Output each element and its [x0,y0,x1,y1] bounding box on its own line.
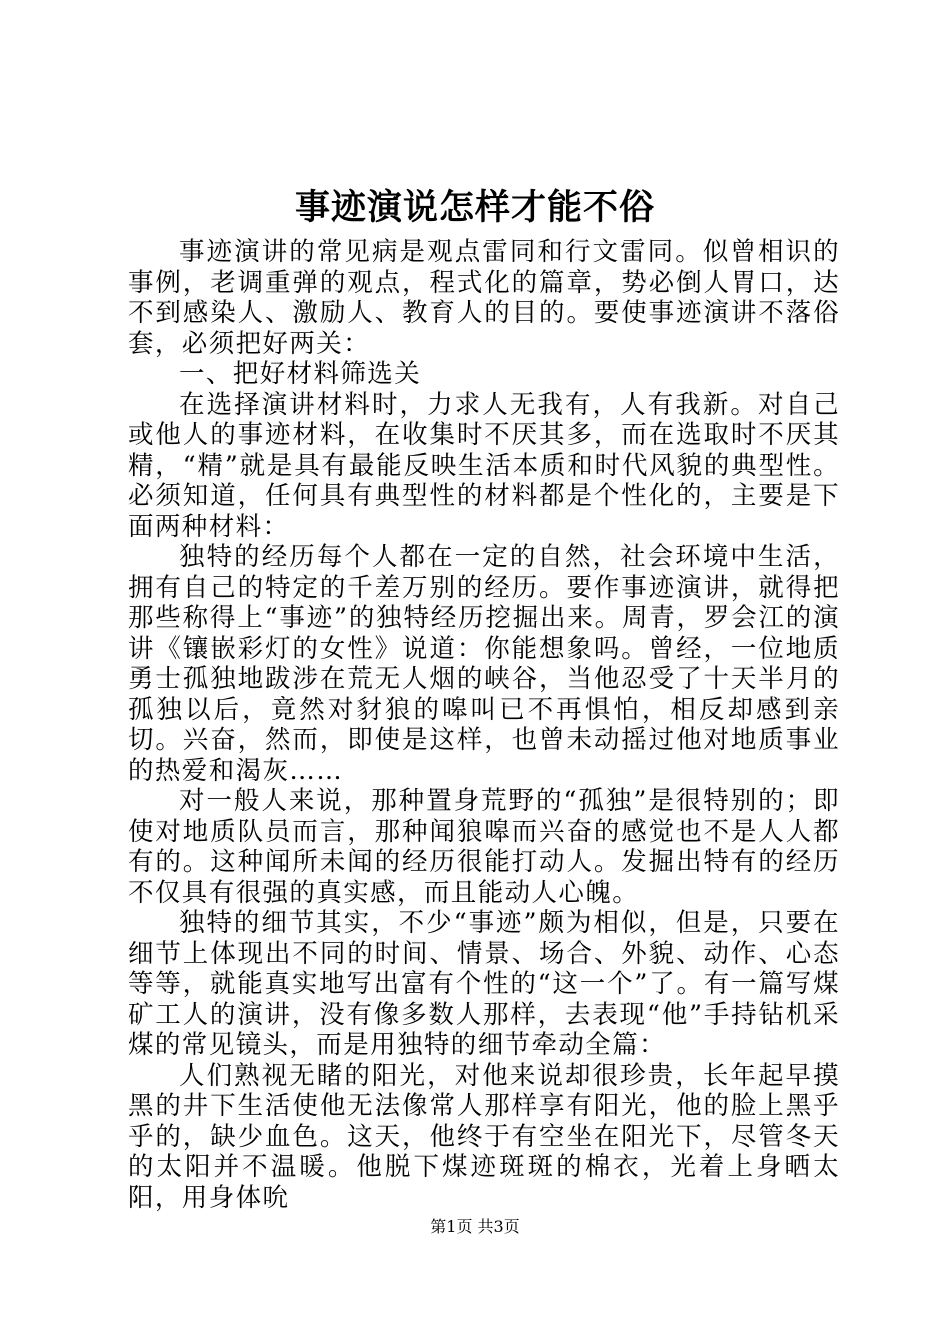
paragraph: 人们熟视无睹的阳光，对他来说却很珍贵，长年起早摸黑的井下生活使他无法像常人那样享有阳光，他的脸上黑乎乎的，缺少血色。这天，他终于有空坐在阳光下，尽管冬天的太阳并不温暖。他脱下煤迹斑斑的棉衣，光着上身晒太阳，用身体吮 [128,1060,840,1213]
paragraph: 独特的经历每个人都在一定的自然，社会环境中生活，拥有自己的特定的千差万别的经历。要作事迹演讲，就得把那些称得上“事迹”的独特经历挖掘出来。周青，罗会江的演讲《镶嵌彩灯的女性》说道：你能想象吗。曾经，一位地质勇士孤独地跋涉在荒无人烟的峡谷，当他忍受了十天半月的孤独以后，竟然对豺狼的嗥叫已不再惧怕，相反却感到亲切。兴奋，然而，即使是这样，也曾未动摇过他对地质事业的热爱和渴灰…… [128,542,840,786]
section-heading: 一、把好材料筛选关 [179,359,422,389]
document-title: 事迹演说怎样才能不俗 [294,187,655,228]
paragraph: 独特的细节其实，不少“事迹”颇为相似，但是，只要在细节上体现出不同的时间、情景、场合、外貌、动作、心态等等，就能真实地写出富有个性的“这一个”了。有一篇写煤矿工人的演讲，没有像多数人那样，去表现“他”手持钻机采煤的常见镜头，而是用独特的细节牵动全篇： [128,908,840,1060]
paragraph: 事迹演讲的常见病是观点雷同和行文雷同。似曾相识的事例，老调重弹的观点，程式化的篇章，势必倒人胃口，达不到感染人、激励人、教育人的目的。要使事迹演讲不落俗套，必须把好两关： [128,237,840,359]
page-footer: 第1页 共3页 [430,1217,520,1236]
paragraph: 对一般人来说，那种置身荒野的“孤独”是很特别的；即使对地质队员而言，那种闻狼嗥而兴奋的感觉也不是人人都有的。这种闻所未闻的经历很能打动人。发掘出特有的经历不仅具有很强的真实感，而且能动人心魄。 [128,786,840,908]
document-body [128,237,840,1213]
paragraph: 在选择演讲材料时，力求人无我有，人有我新。对自己或他人的事迹材料，在收集时不厌其多，而在选取时不厌其精，“精”就是具有最能反映生活本质和时代风貌的典型性。必须知道，任何具有典型性的材料都是个性化的，主要是下面两种材料： [128,389,840,542]
